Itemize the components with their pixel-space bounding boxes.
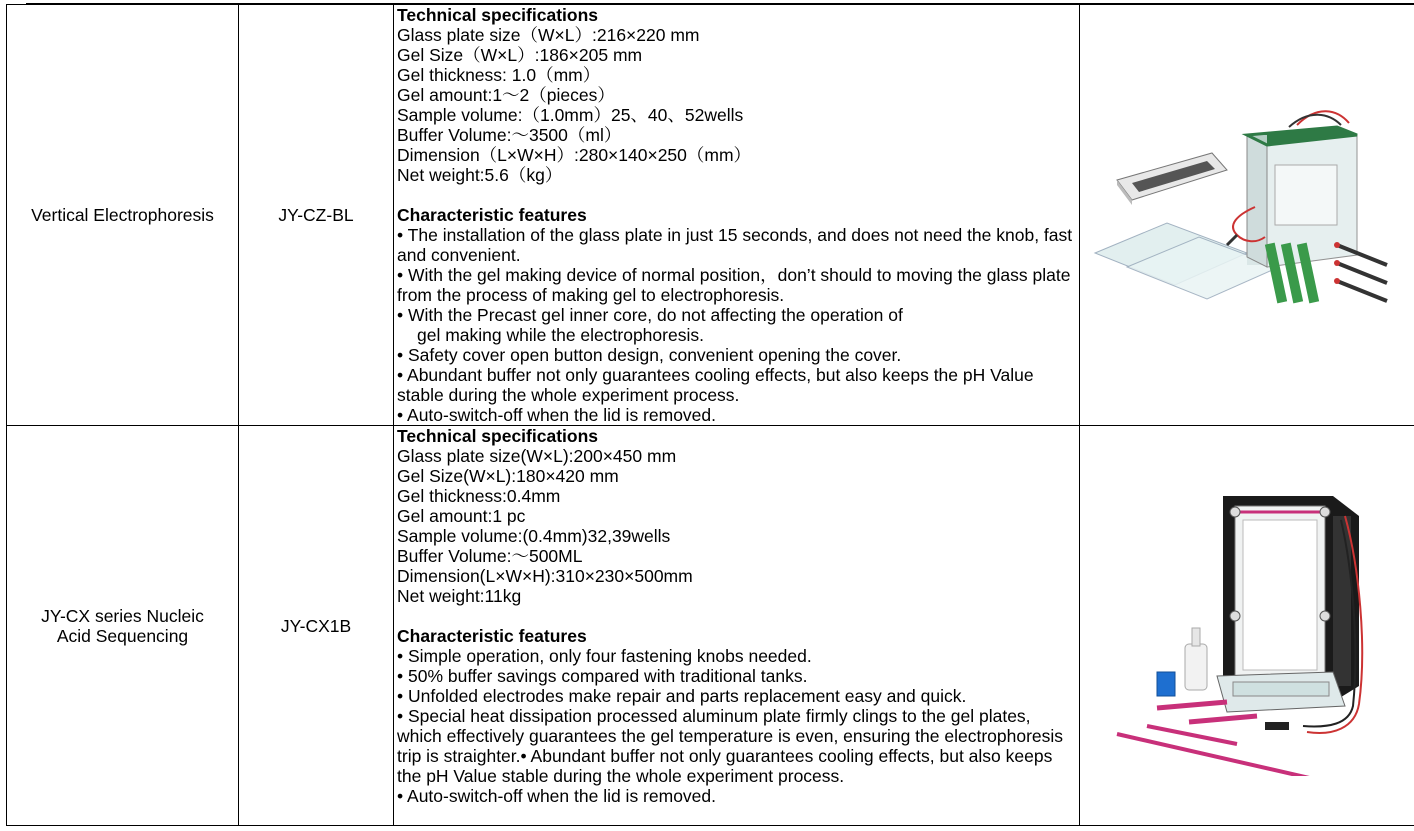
spec-line: Gel Size（W×L）:186×205 mm bbox=[397, 45, 643, 65]
product-image-cell bbox=[1080, 5, 1414, 426]
description-cell bbox=[394, 5, 1080, 426]
bottle-illustration bbox=[1185, 628, 1207, 690]
spec-line: Glass plate size（W×L）:216×220 mm bbox=[397, 25, 700, 45]
spec-line: Dimension（L×W×H）:280×140×250（mm） bbox=[397, 145, 752, 165]
vertical-electrophoresis-product-image bbox=[1087, 95, 1407, 335]
description-cell bbox=[394, 426, 1080, 826]
feature-item: • Unfolded electrodes make repair and parts replacement easy and quick. bbox=[397, 686, 967, 706]
feature-item: • Abundant buffer not only guarantees cooling effects, but also keeps the pH Value stable during the whole experiment process. bbox=[397, 365, 1034, 405]
model-number: JY-CZ-BL bbox=[278, 205, 354, 225]
spec-line: Glass plate size(W×L):200×450 mm bbox=[397, 446, 677, 466]
buffer-tray-illustration bbox=[1217, 672, 1345, 712]
spec-line: Sample volume:(0.4mm)32,39wells bbox=[397, 526, 671, 546]
feature-item: • With the gel making device of normal position，don’t should to moving the glass plate from the process of making gel to electrophoresis. bbox=[397, 265, 1071, 305]
spec-line: Gel amount:1～2（pieces） bbox=[397, 85, 615, 105]
feature-item: • With the Precast gel inner core, do not affecting the operation of bbox=[397, 305, 903, 325]
beaker-illustration bbox=[1157, 672, 1175, 696]
spec-line: Gel amount:1 pc bbox=[397, 506, 526, 526]
table-row bbox=[7, 5, 1414, 426]
spec-line: Sample volume:（1.0mm）25、40、52wells bbox=[397, 105, 744, 125]
product-name-cell bbox=[7, 426, 239, 826]
product-name-line: JY-CX series Nucleic bbox=[41, 605, 204, 626]
spec-line: Buffer Volume:～3500（ml） bbox=[397, 125, 622, 145]
features-heading: Characteristic features bbox=[397, 626, 587, 646]
spec-line: Gel thickness: 1.0（mm） bbox=[397, 65, 601, 85]
spec-line: Net weight:11kg bbox=[397, 586, 522, 606]
tech-spec-heading: Technical specifications bbox=[397, 5, 598, 25]
spec-line: Gel Size(W×L):180×420 mm bbox=[397, 466, 619, 486]
spec-line: Dimension(L×W×H):310×230×500mm bbox=[397, 566, 693, 586]
feature-item: • 50% buffer savings compared with traditional tanks. bbox=[397, 666, 808, 686]
feature-item: • Safety cover open button design, convenient opening the cover. bbox=[397, 345, 902, 365]
product-spec-table bbox=[6, 4, 1414, 826]
features-heading: Characteristic features bbox=[397, 205, 587, 225]
feature-item: • Auto-switch-off when the lid is removed. bbox=[397, 786, 717, 806]
spec-line: Gel thickness:0.4mm bbox=[397, 486, 561, 506]
feature-item: • Auto-switch-off when the lid is removed. bbox=[397, 405, 717, 425]
nucleic-acid-sequencing-product-image bbox=[1097, 476, 1397, 776]
model-cell bbox=[239, 5, 394, 426]
feature-item-continued: gel making while the electrophoresis. bbox=[417, 325, 704, 345]
feature-item: • Simple operation, only four fastening knobs needed. bbox=[397, 646, 812, 666]
casting-stand-illustration bbox=[1117, 153, 1227, 205]
comb-spacers-illustration bbox=[1117, 702, 1327, 776]
spec-line: Buffer Volume:～500ML bbox=[397, 546, 583, 566]
tech-spec-heading: Technical specifications bbox=[397, 426, 598, 446]
table-row bbox=[7, 426, 1414, 826]
sequencer-frame-illustration bbox=[1223, 496, 1359, 702]
model-cell bbox=[239, 426, 394, 826]
feature-item: • The installation of the glass plate in just 15 seconds, and does not need the knob, fast and convenient. bbox=[397, 225, 1073, 265]
spec-line: Net weight:5.6（kg） bbox=[397, 165, 563, 185]
product-name-line: Acid Sequencing bbox=[56, 625, 189, 646]
product-name-cell bbox=[7, 5, 239, 426]
feature-item: • Special heat dissipation processed aluminum plate firmly clings to the gel plates, which effectively guarantees the gel temperature is even, ensuring the electrophoresis trip is straighter.• Abundant buffer not only guarantees cooling effects, but also keeps the pH Value stable during the whole experiment process. bbox=[397, 706, 1064, 786]
model-number: JY-CX1B bbox=[280, 615, 352, 636]
product-name: Vertical Electrophoresis bbox=[31, 205, 214, 225]
product-image-cell bbox=[1080, 426, 1414, 826]
